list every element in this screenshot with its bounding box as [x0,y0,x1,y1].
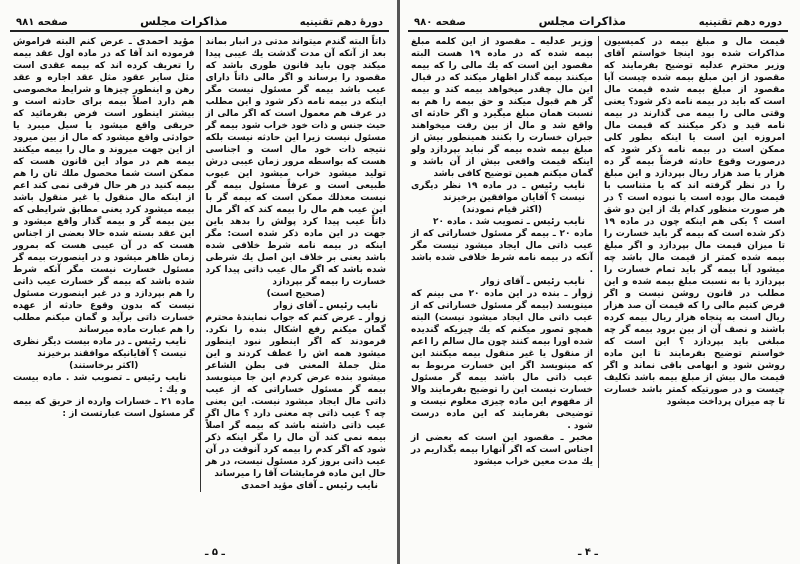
speaker-name: زوار [572,288,593,299]
paragraph-text: ـ آقای مؤید احمدی [240,481,327,491]
speaker-heading [411,276,593,288]
text-columns [408,36,788,468]
column-right [598,36,788,468]
paragraph-text: قیمت مال و مبلغ بیمه در کمیسیون مذاکرات شده بود اینجا خواستم آقای وزیر محترم عدلیه توضیح بفرمایند که مقصود از این مبلغ بیمه شده چیست آیا مقصود از مبلغ بیمه شده قیمت مال است که باید در بیمه نامه ذکر شود؟ یعنی وقتی مالی را بیمه می گذارند در بیمه نامه قید و ذکر میکنند که قیمت مال امروزه این است یا اینکه بطور کلی ممکن است در بیمه نامه ذکر شود که درصورت وقوع حادثه فرضاً بیمه گر ده هزار یا صد هزار ریال بپردازد و این مبلغ را در نظر گرفته اند که یا متناسب با قیمت مال بوده است یا نبوده است ؟ در هر صورت منظور کدام یك از این دو شق است ؟ یکی هم اینکه چون در ماده ۱۹ ذکر شده است که بیمه گر باید خسارت را تا میزان قیمت مال بپردازد و اگر مبلغ بیمه شده کمتر از قیمت مال باشد چه میشود آیا بیمه گر باید تمام خسارت را بپردازد یا به نسبت مبلغ بیمه شده و این مطلب در قانون روشن نیست و اگر فرض کنیم مالی را که قیمت آن صد هزار ریال است به پنجاه هزار ریال بیمه کرده باشند و نصف آن از بین برود بیمه گر چه مبلغی باید بپردازد ؟ این است که خواستم توضیح بفرمایند تا این ماده روشن شود و ابهامی باقی نماند و اگر قیمت مال بیش از مبلغ بیمه باشد تکلیف چیست و در صورتیکه کمتر باشد خسارت تا چه میزان پرداخت میشود [604,37,785,407]
paragraph [13,396,195,420]
stage-direction [206,288,387,300]
paragraph-text: (اکثر برخاستند) [69,361,139,371]
paragraph-text: ماده ۲۱ ـ خسارات وارده از حریق که بیمه گر مسئول است عبارتست از : [13,397,195,419]
paragraph [604,36,785,408]
paragraph [13,36,195,336]
paragraph-text: ـ بنده در این ماده ۲۰ می بینم که مینویسد (بیمه گر مسئول خساراتی که از عیب ذاتی مال ایجاد میشود نیست) البته همچو تصور میکنم که یك چیزیکه گندیده شده اورا بیمه کنند چون مال سالم را اعم از منقول یا غیر منقول بیمه میکنند این که مینویسد اگر این خسارت مربوط به عیب ذاتی مال باشد بیمه گر مسئول خسارت نیست این را توضیح بفرمایند والا از مفهوم این ماده چیزی معلوم نیست و توضیحی بفرمایند که این ماده درست شود . [411,289,593,431]
paragraph-text: ـ در ماده بیست دیگر نظری نیست ؟ آقایانیکه موافقند برخیزند [13,337,187,359]
paragraph [411,36,593,180]
speaker-name: نایب رئیس [530,180,586,191]
speaker-name: نایب رئیس [326,300,378,311]
speaker-name: نایب رئیس [134,336,187,347]
paragraph-text: (اکثر قیام نمودند) [462,205,542,215]
paragraph [206,312,387,480]
speaker-name: نایب رئیس [326,480,378,491]
page-number-label: صفحه ۹۸۱ [16,17,68,28]
paragraph-text: ـ آقای زوار [480,277,534,287]
speaker-name: نایب رئیس [133,372,187,383]
speaker-name: زوار [365,312,386,323]
session-label: دورهٔ دهم تقنینیه [299,17,383,28]
stage-direction [13,360,195,372]
paragraph-text: ماده ۲۰ ـ بیمه گر مسئول خساراتی که از عیب ذاتی مال ایجاد میشود نیست مگر آنکه در بیمه نامه شرط خلافی شده باشد . [411,229,593,275]
paragraph-text: ـ تصویب شد . ماده بیست و یك : [13,373,187,395]
page-footer-number: ـ ۴ ـ [578,547,598,558]
journal-title: مذاکرات مجلس [538,14,627,28]
speaker-heading [13,372,195,396]
speaker-heading [411,216,593,228]
paragraph-text: ذاتاً البته گندم میتواند مدتی در انبار بماند بعد از آنکه آن مدت گذشت یك عیبی پیدا میکند چون باید قانون طوری باشد که مقصود را برساند و اگر مالی ذاتاً دارای عیب باشد بیمه گر مسئول نیست مگر اینکه در بیمه نامه ذکر شود و این مطلب در عرف هم معمول است که اگر مالی از حیث جنس و ذات خود خراب شود بیمه گر مسئول نیست زیرا این حادثه نیست بلکه نتیجه ذات خود مال است و اجناسی هست که بواسطه مرور زمان عیبی درش تولید میشود خراب میشود این عیوب طبیعی است و عرفاً مسئول بیمه گر نیست معذلك ممکن است که بیمه گر با این عیب هم مال را بیمه کند که اگر مال ذاتاً عیب پیدا کرد پولش را بدهد باین جهت در این ماده ذکر شده است: مگر اینکه در بیمه نامه شرط خلافی شده باشد یعنی بر خلاف این اصل یك شرطی شده باشد که اگر مال عیب ذاتی پیدا کرد خسارت را بیمه گر بپردازد [205,37,386,287]
speaker-name: مؤید احمدی [136,36,195,47]
page-980 [400,0,800,564]
session-label: دوره دهم تقنینیه [698,17,782,28]
paragraph-text: (صحیح است) [266,289,325,299]
speaker-name: نایب رئیس [533,216,585,227]
paragraph-text: ـ مقصود از این کلمه مبلغ بیمه شده که در ماده ۱۹ هست البته مقصود این است که یك مالی را که بیمه میکنند بیمه گذار اظهار میکند که در قبال این مال چقدر میخواهد بیمه کند و بیمه گر هم قبول میکند و حق بیمه را هم به نسبت همان مبلغ میگیرد و اگر حادثه ای واقع شد و مال از بین رفت میخواهند جبران خسارت را بکنند همینطور بیش از مبلغ بیمه شده بیمه گر نباید بپردازد ولو اینکه قیمت واقعی بیش از آن باشد و گمان میکنم همین توضیح کافی باشد [411,37,593,179]
paragraph-text: ـ مقصود این است که بعضی از اجناس است که اگر آنهارا بیمه بگذاریم در یك مدت معین خراب میشود [411,433,593,467]
speaker-heading [411,180,593,204]
paragraph-text: ـ در ماده ۱۹ نظر دیگری نیست ؟ آقایان موافقین برخیزند [411,181,585,203]
journal-title: مذاکرات مجلس [140,14,228,28]
page-header [10,10,389,32]
speaker-heading [13,336,195,360]
page-number-label: صفحه ۹۸۰ [414,17,466,28]
paragraph [411,432,593,468]
stage-direction [411,204,593,216]
column-left [10,36,200,492]
column-left [408,36,598,468]
paragraph [411,288,593,432]
text-columns [10,36,389,492]
page-header [408,10,788,32]
page-footer-number: ـ ۵ ـ [205,547,225,558]
paragraph-text: ـ عرض کنم که جواب نمایندهٔ محترم گمان میکنم رفع اشکال بنده را نکرد. فرمودند که اگر اینطور نبود اینطور میشود همه اش را عطف کردند و این مثل جملهٔ المعنی فی بطن الشاعر میشود بنده عرض کردم این جا مینویسد بیمه گر مسئول خساراتی که از عیب ذاتی مال ایجاد میشود نیست. این یعنی چه ؟ عیب ذاتی چه معنی دارد ؟ مال اگر عیب ذاتی داشته باشد که بیمه گر اصلاً بیمه نمی کند آن مال را مگر اینکه ذکر شود که اگر کدم را بیمه کرد آنوقت در آن عیب ذاتی بروز کرد مسئول نیست، در هر حال این ماده فرمایشات آقا را میرساند [205,313,386,479]
paragraph-text: ـ آقای زوار [273,301,327,311]
paragraph-text: ـ عرض کنم البته فراموش فرموده اند آقا که در ماده اول عقد بیمه را تعریف کرده اند که بیمه عقدی است مثل سایر عقود مثل عقد اجاره و عقد رهن و اینطور چیزها و شرایط مخصوصی هم دارد اصلاً بیمه برای حادثه است و بیشتر اینطور است فرض بفرمائید که حریقی واقع میشود یا سیل میبرد یا حوادثی واقع میشود که مال از بین میرود از این جهت میروند و مال را بیمه میکنند بیمه هم در مواد این قانون هست که ممکن است شما محصول ملك تان را هم بیمه کنید در هر حال فرقی نمی کند اعم از اینکه مال منقول یا غیر منقول باشد بیمه میشود کرد یعنی مطابق شرایطی که بین بیمه گر و بیمه گذار واقع میشود و این عقد بسته شده حالا بعضی از اجناس هست که در آن عیبی هست که بمرور زمان ظاهر میشود و در اینصورت بیمه گر مسئول خسارت نیست مگر آنکه شرط شده باشد که بیمه گر خسارت عیب ذاتی را هم بپردازد و در غیر اینصورت مسئول نیست که بدون وقوع حادثه از عهده خسارت ذاتی برآید و گمان میکنم مطلب را هم عبارت ماده میرساند [13,37,195,335]
speaker-heading [206,480,387,492]
speaker-name: مخبر [569,432,593,443]
paragraph-text: ـ تصویب شد . ماده ۲۰ [432,217,534,227]
column-right [200,36,390,492]
speaker-heading [206,300,387,312]
speaker-name: وزیر عدلیه [539,36,593,47]
paragraph [411,228,593,276]
paragraph [206,36,387,288]
speaker-name: نایب رئیس [533,276,585,287]
